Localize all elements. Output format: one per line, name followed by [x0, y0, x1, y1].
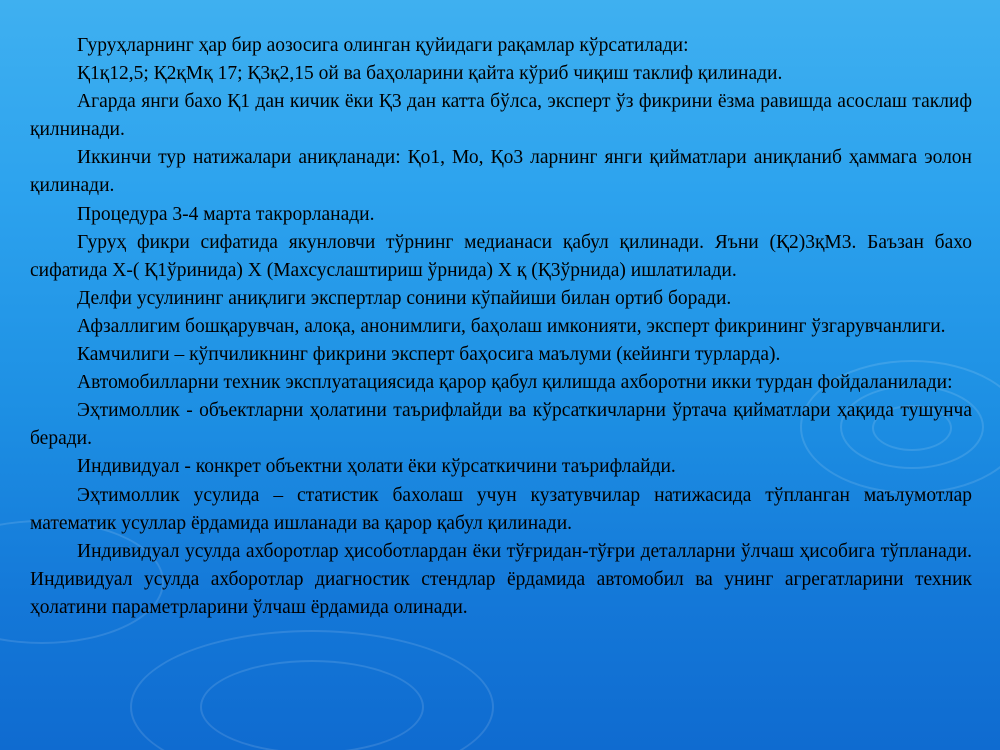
paragraph: Автомобилларни техник эксплуатациясида қарор қабул қилишда ахборотни икки турдан фойдаланилади:	[77, 372, 953, 394]
paragraph: Эҳтимоллик - объектларни ҳолатини таърифлайди ва кўрсаткичларни ўртача қийматлари ҳақида тушунча беради.	[30, 400, 972, 450]
paragraph: Гуруҳларнинг ҳар бир аозосига олинган қуйидаги рақамлар кўрсатилади:	[77, 35, 689, 56]
water-ripple-decoration	[130, 630, 494, 750]
paragraph: Қ1қ12,5; Қ2қМқ 17; Қ3қ2,15 ой ва баҳоларини қайта кўриб чиқиш таклиф қилинади.	[77, 63, 783, 85]
paragraph: Камчилиги – кўпчиликнинг фикрини эксперт баҳосига маълуми (кейинги турларда).	[77, 344, 781, 366]
paragraph: Процедура 3-4 марта такрорланади.	[77, 203, 375, 225]
paragraph: Эҳтимоллик усулида – статистик бахолаш учун кузатувчилар натижасида тўпланган маълумотлар математик усуллар ёрдамида ишланади ва қарор қабул қилинади.	[30, 484, 972, 534]
paragraph: Гуруҳ фикри сифатида якунловчи тўрнинг медианаси қабул қилинади. Яъни (Қ2)3қМ3. Баъзан бахо сифатида Х-( Қ1ўринида) Х (Махсуслаштириш ўрнида) Х қ (Қ3ўрнида) ишлатилади.	[30, 231, 972, 281]
paragraph: Афзаллигим бошқарувчан, алоқа, анонимлиги, баҳолаш имконияти, эксперт фикрининг ўзгарувчанлиги.	[77, 315, 946, 337]
paragraph: Иккинчи тур натижалари аниқланади: Қо1, Мо, Қо3 ларнинг янги қийматлари аниқланиб ҳаммага эолон қилинади.	[30, 147, 972, 197]
slide-text-body	[30, 32, 972, 622]
water-ripple-decoration	[200, 660, 424, 750]
paragraph: Делфи усулининг аниқлиги экспертлар сонини кўпайиши билан ортиб боради.	[77, 287, 732, 309]
paragraph: Индивидуал усулда ахборотлар ҳисоботлардан ёки тўғридан-тўғри деталларни ўлчаш ҳисобига тўпланади. Индивидуал усулда ахборотлар диагностик стендлар ёрдамида автомобил ва унинг агрегатларини техник ҳолатини параметрларини ўлчаш ёрдамида олинади.	[30, 540, 972, 618]
paragraph: Индивидуал - конкрет объектни ҳолати ёки кўрсаткичини таърифлайди.	[77, 456, 676, 478]
paragraph: Агарда янги бахо Қ1 дан кичик ёки Қ3 дан катта бўлса, эксперт ўз фикрини ёзма равишда асослаш таклиф қилнинади.	[30, 91, 972, 141]
